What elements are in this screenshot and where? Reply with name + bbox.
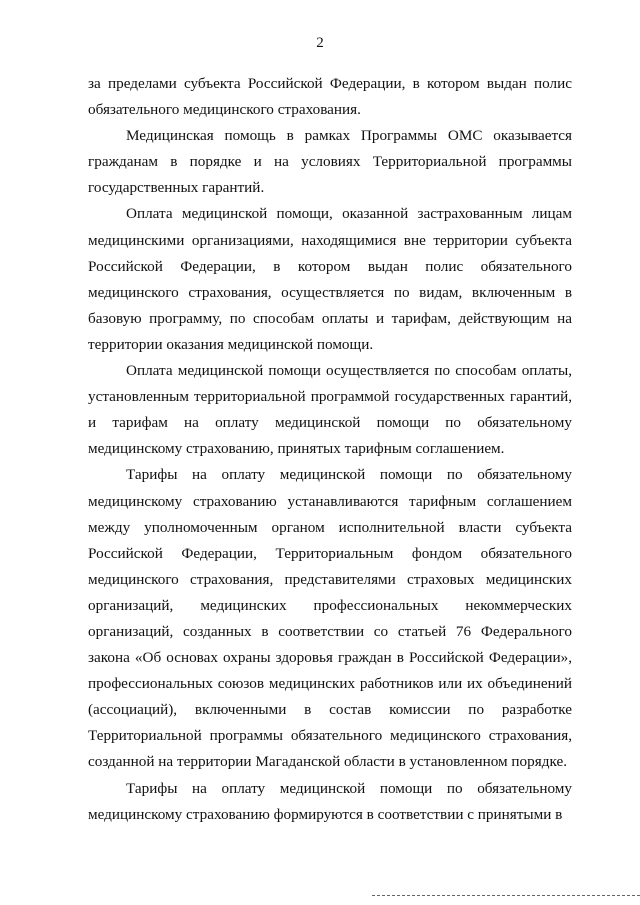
paragraph-tariffs-agreement: Тарифы на оплату медицинской помощи по обязательному медицинскому страхованию устанавливаются тарифным соглашением между уполномоченным органом исполнительной власти субъекта Российской Федерации, Территориальным фондом обязательного медицинского страхования, представителями страховых медицинских организаций, медицинских профессиональных некоммерческих организаций, созданных в соответствии со статьей 76 Федерального закона «Об основах охраны здоровья граждан в Российской Федерации», профессиональных союзов медицинских работников или их объединений (ассоциаций), включенными в состав комиссии по разработке Территориальной программы обязательного медицинского страхования, созданной на территории Магаданской области в установленном порядке. <box>88 466 572 771</box>
paragraph-payment-outside-territory: Оплата медицинской помощи, оказанной застрахованным лицам медицинскими организациями, находящимися вне территории субъекта Российской Федерации, в котором выдан полис обязательного медицинского страхования, осуществляется по видам, включенным в базовую программу, по способам оплаты и тарифам, действующим на территории оказания медицинской помощи. <box>88 205 572 353</box>
paragraph-program-oms: Медицинская помощь в рамках Программы ОМС оказывается гражданам в порядке и на условиях Территориальной программы государственных гарантий. <box>88 127 572 197</box>
bottom-edge-line <box>372 895 640 896</box>
page-number: 2 <box>316 35 324 51</box>
paragraph-continuation: за пределами субъекта Российской Федерации, в котором выдан полис обязательного медицинского страхования. <box>88 75 572 119</box>
paragraph-payment-methods: Оплата медицинской помощи осуществляется по способам оплаты, установленным территориальной программой государственных гарантий, и тарифам на оплату медицинской помощи по обязательному медицинскому страхованию, принятых тарифным соглашением. <box>88 362 572 458</box>
document-body <box>88 71 572 828</box>
paragraph-tariffs-formation: Тарифы на оплату медицинской помощи по обязательному медицинскому страхованию формируются в соответствии с принятыми в <box>88 779 572 823</box>
